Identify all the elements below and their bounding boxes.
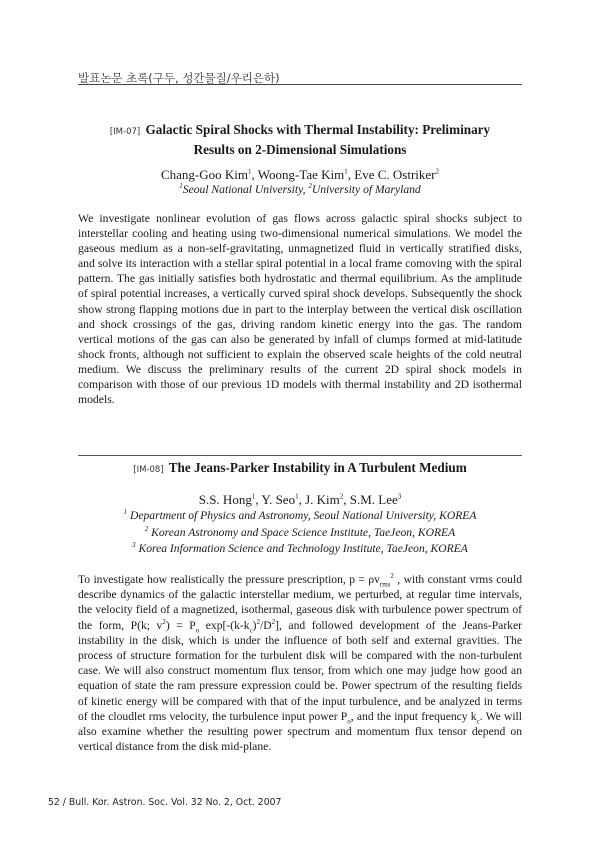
affil-text: Seoul National University, — [182, 183, 309, 196]
author-sep: , — [255, 492, 262, 507]
affil-sup: 2 — [308, 182, 312, 191]
abstract1-code: [IM-07] — [109, 127, 141, 137]
body-sup: 2 — [162, 617, 166, 626]
body-fragment: ], and followed development of the Jeans-Parker instability in the disk, which is under the influence of both self and external gravities. The process of structure formation for the turbulent disk will be compared with the non-turbulent case. We will also construct momentum flux tensor, from which one may judge how good an equation of state the ram pressure expression could be. Power spectrum of the resulting fields of kinetic energy will be compared with that of the input turbulence, and be analyzed in terms of the cloudlet rms velocity, the turbulence input power P — [78, 618, 522, 723]
author-name: Eve C. Ostriker — [354, 167, 436, 182]
page-footer: 52 / Bull. Kor. Astron. Soc. Vol. 32 No. 2, Oct. 2007 — [48, 797, 282, 808]
author-name: Woong-Tae Kim — [257, 167, 345, 182]
abstract1-title-line2: Results on 2-Dimensional Simulations — [193, 142, 407, 157]
affil-text: Korea Information Science and Technology Institute, TaeJeon, KOREA — [138, 542, 468, 556]
abstract1-body: We investigate nonlinear evolution of gas flows across galactic spiral shocks subject to interstellar cooling and heating using two-dimensional numerical simulations. We model the gaseous medium as a non-self-gravitating, unmagnetized fluid in vertically stratified disks, and solve its interaction with a stellar spiral potential in a local frame comoving with the spiral pattern. The gas initially satisfies both hydrostatic and thermal equilibrium. As the amplitude of spiral potential increases, a vertically curved spiral shock develops. Subsequently the shock show strong flapping motions due in part to the interplay between the vertical disk oscillation and shock crossings of the gas, driving random kinetic energy into the gas. The random vertical motions of the gas can also be generated by infall of clumps formed at mid-latitude shock fronts, although not sufficient to explain the observed scale heights of the cold neutral medium. We discuss the preliminary results of the current 2D spiral shock models in comparison with those of our previous 1D models with thermal instability and 2D isothermal models. — [78, 212, 522, 407]
abstract2-body — [78, 572, 522, 754]
body-sup: 2 — [256, 617, 261, 626]
section-rule — [78, 455, 522, 456]
affil-sup: 1 — [123, 508, 128, 517]
body-sub: c — [249, 625, 253, 634]
author-sup: 1 — [251, 492, 256, 501]
abstract2-authors — [78, 492, 522, 508]
author-sup: 2 — [435, 167, 440, 176]
author-name: Y. Seo — [261, 492, 296, 507]
affil-text: Korean Astronomy and Space Science Institute, TaeJeon, KOREA — [151, 525, 456, 539]
body-sub: o — [195, 625, 200, 634]
body-fragment: ) — [252, 618, 257, 632]
affil-sup: 1 — [179, 182, 183, 191]
abstract2-title-text: The Jeans-Parker Instability in A Turbulent Medium — [168, 460, 467, 475]
author-name: J. Kim — [305, 492, 340, 507]
author-sep: , — [251, 167, 258, 182]
abstract2-code: [IM-08] — [133, 465, 164, 475]
affil-sup: 2 — [144, 524, 149, 533]
body-sup: 2 — [390, 572, 394, 581]
body-fragment: /D — [260, 618, 272, 632]
body-fragment: . We will also examine whether the resulting power spectrum and momentum flux tensor depend on vertical distance from the disk mid-plane. — [78, 709, 523, 754]
header-rule — [78, 84, 522, 85]
author-sup: 1 — [344, 167, 348, 176]
author-sep: , — [347, 167, 355, 182]
abstract1-title — [78, 121, 522, 158]
body-sub: o — [347, 717, 351, 726]
body-fragment: , with constant vrms could describe dynamics of the galactic interstellar medium, we perturbed, at regular time intervals, the velocity field of a magnetized, isothermal, gaseous disk with turbulence power spectrum of the form, P(k; v — [78, 573, 522, 632]
body-fragment: exp[-(k-k — [199, 618, 250, 632]
body-fragment: , and the input frequency k — [350, 709, 477, 723]
author-name: Chang-Goo Kim — [160, 167, 249, 182]
affiliation-line — [78, 508, 522, 525]
author-name: S.M. Lee — [349, 492, 398, 507]
body-sub: rms — [379, 580, 391, 589]
body-sup: 2 — [271, 617, 276, 626]
body-sub: c — [476, 717, 480, 726]
abstract2-title — [78, 459, 522, 479]
author-name: S.S. Hong — [198, 492, 252, 507]
author-sup: 1 — [295, 492, 299, 501]
body-fragment: To investigate how realistically the pressure prescription, p = ρv — [78, 573, 380, 586]
affiliation-line — [78, 541, 522, 558]
affil-sup: 3 — [132, 541, 136, 550]
abstract1-title-line1-text: Galactic Spiral Shocks with Thermal Instability: Preliminary — [145, 122, 491, 137]
abstract1-affiliations — [78, 182, 522, 199]
author-sep: , — [343, 492, 350, 507]
affil-text: University of Maryland — [311, 183, 421, 196]
author-sup: 3 — [397, 492, 402, 501]
author-sup: 2 — [339, 492, 344, 501]
affiliation-line — [78, 525, 522, 542]
abstract1-title-line1 — [78, 121, 522, 141]
abstract2-affiliations — [78, 508, 522, 558]
running-header: 발표논문 초록(구두, 성간물질/우리은하) — [78, 71, 280, 85]
affil-text: Department of Physics and Astronomy, Seoul National University, KOREA — [129, 509, 477, 522]
author-sep: , — [298, 492, 306, 507]
author-sup: 1 — [248, 167, 252, 176]
body-fragment: ) = P — [165, 618, 196, 632]
abstract1-authors — [78, 167, 522, 183]
